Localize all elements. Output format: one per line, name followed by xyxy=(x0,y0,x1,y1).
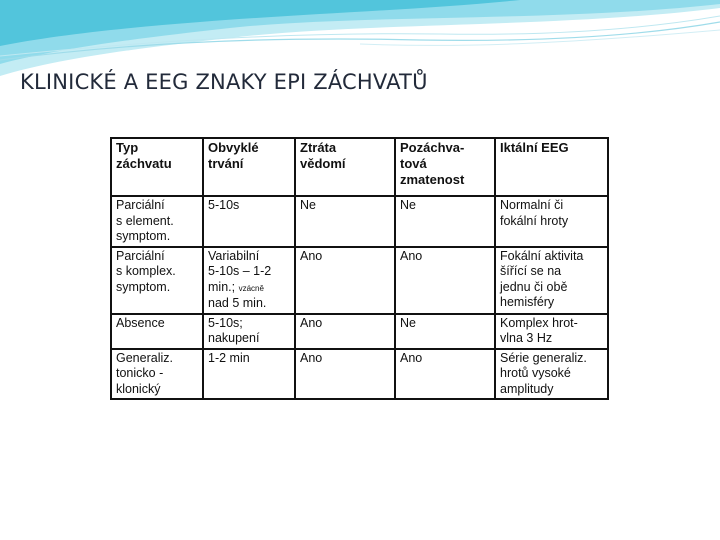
duration-text: Variabilní 5-10s – 1-2 min.; xyxy=(208,248,272,294)
rare-note: vzácně xyxy=(238,283,264,293)
table-cell: Ne xyxy=(295,196,395,247)
duration-note: nad 5 min. xyxy=(208,296,267,310)
table-cell: Ne xyxy=(395,196,495,247)
table-row xyxy=(111,247,608,314)
table-cell: Parciální s komplex. symptom. xyxy=(111,247,203,314)
table-header-row xyxy=(111,138,608,196)
table-cell: Ano xyxy=(295,314,395,349)
table-cell: 1-2 min xyxy=(203,349,295,400)
table-cell: Komplex hrot- vlna 3 Hz xyxy=(495,314,608,349)
table-cell: Ano xyxy=(395,247,495,314)
table-cell: 5-10s xyxy=(203,196,295,247)
table-cell: 5-10s; nakupení xyxy=(203,314,295,349)
table-row xyxy=(111,196,608,247)
table-row xyxy=(111,314,608,349)
table-cell: Fokální aktivita šířící se na jednu či obě hemisféry xyxy=(495,247,608,314)
table-cell: Absence xyxy=(111,314,203,349)
table-cell: Ano xyxy=(295,247,395,314)
table-cell: Generaliz. tonicko - klonický xyxy=(111,349,203,400)
table-cell: Normalní či fokální hroty xyxy=(495,196,608,247)
table-cell: Ano xyxy=(295,349,395,400)
table-cell: Parciální s element. symptom. xyxy=(111,196,203,247)
column-header: Iktální EEG xyxy=(495,138,608,196)
column-header: Typ záchvatu xyxy=(111,138,203,196)
table-cell: Ne xyxy=(395,314,495,349)
column-header: Pozáchva- tová zmatenost xyxy=(395,138,495,196)
slide-title: KLINICKÉ A EEG ZNAKY EPI ZÁCHVATŮ xyxy=(20,70,428,94)
seizure-signs-table xyxy=(110,137,609,400)
column-header: Obvyklé trvání xyxy=(203,138,295,196)
table-cell: Ano xyxy=(395,349,495,400)
table-row xyxy=(111,349,608,400)
header-swoosh-decoration xyxy=(0,0,720,80)
column-header: Ztráta vědomí xyxy=(295,138,395,196)
table-cell: Série generaliz. hrotů vysoké amplitudy xyxy=(495,349,608,400)
table-cell-duration xyxy=(203,247,295,314)
